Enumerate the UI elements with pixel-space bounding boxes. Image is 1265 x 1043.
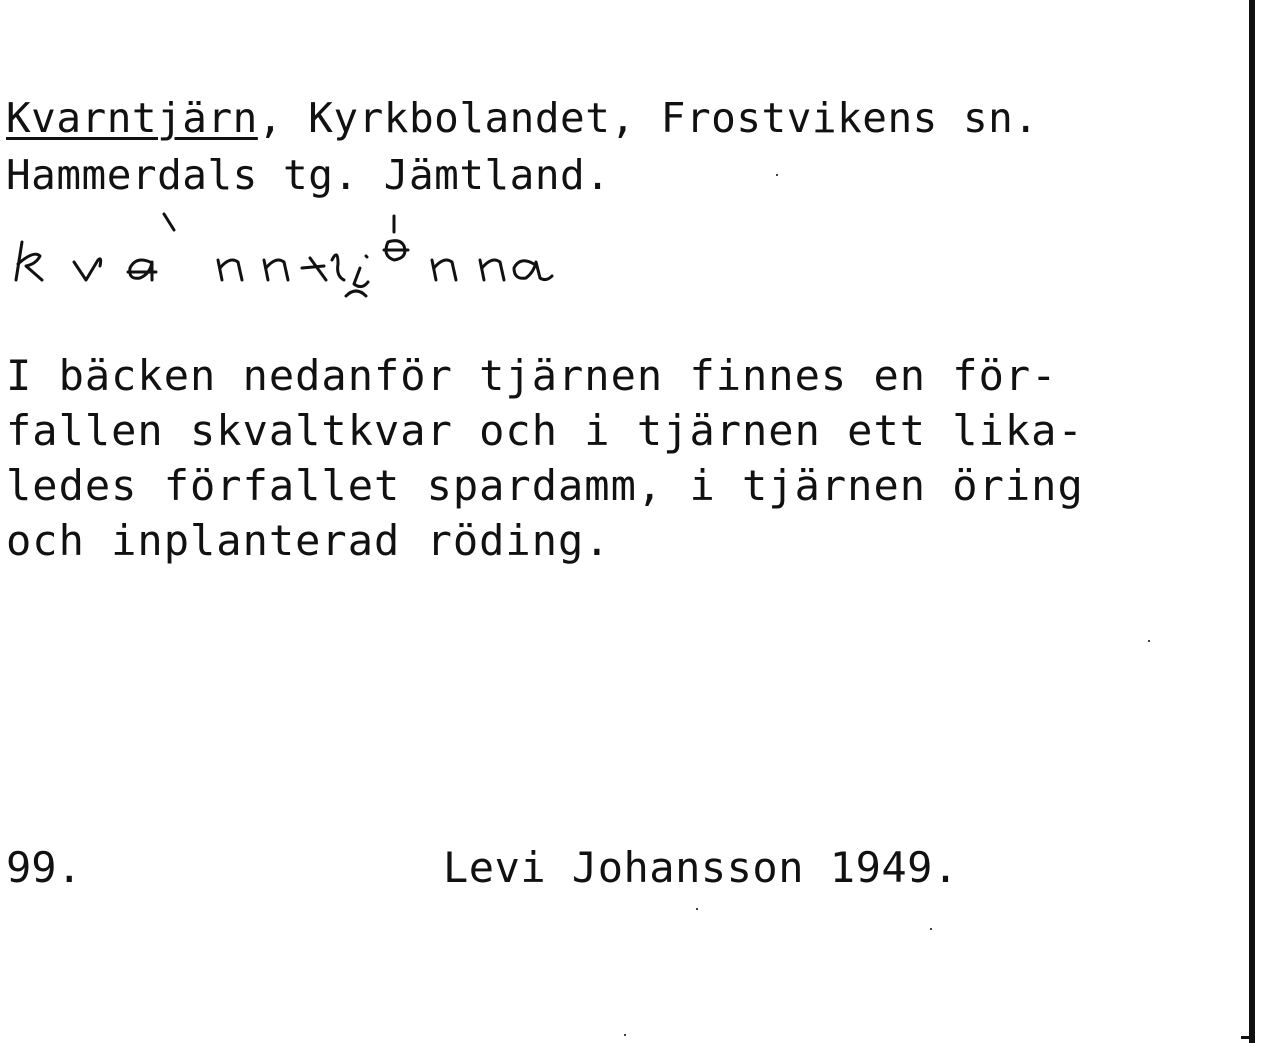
phonetic-text: kvännti̯önna: [6, 200, 13, 201]
place-name-title: Kvarntjärn: [6, 94, 258, 142]
speck: [930, 928, 932, 930]
body-line-4: och inplanterad röding.: [6, 516, 611, 565]
phonetic-transcription: [6, 200, 786, 310]
speck: [696, 908, 698, 910]
card-right-edge: [1249, 0, 1255, 1043]
body-text: [6, 348, 1084, 568]
heading-line-1: [6, 94, 1039, 142]
card-edge-tick: [1241, 1036, 1251, 1039]
body-line-2: fallen skvaltkvar och i tjärnen ett lika-: [6, 406, 1084, 455]
signature-line: Levi Johansson 1949.: [443, 843, 959, 892]
speck: [1148, 640, 1150, 642]
speck: [776, 174, 778, 176]
body-line-1: I bäcken nedanför tjärnen finnes en för-: [6, 351, 1058, 400]
heading-line-2: Hammerdals tg. Jämtland.: [6, 151, 611, 199]
card-number: 99.: [6, 843, 82, 892]
speck: [624, 1034, 626, 1036]
body-line-3: ledes förfallet spardamm, i tjärnen öring: [6, 461, 1084, 510]
heading-location: , Kyrkbolandet, Frostvikens sn.: [257, 94, 1039, 142]
